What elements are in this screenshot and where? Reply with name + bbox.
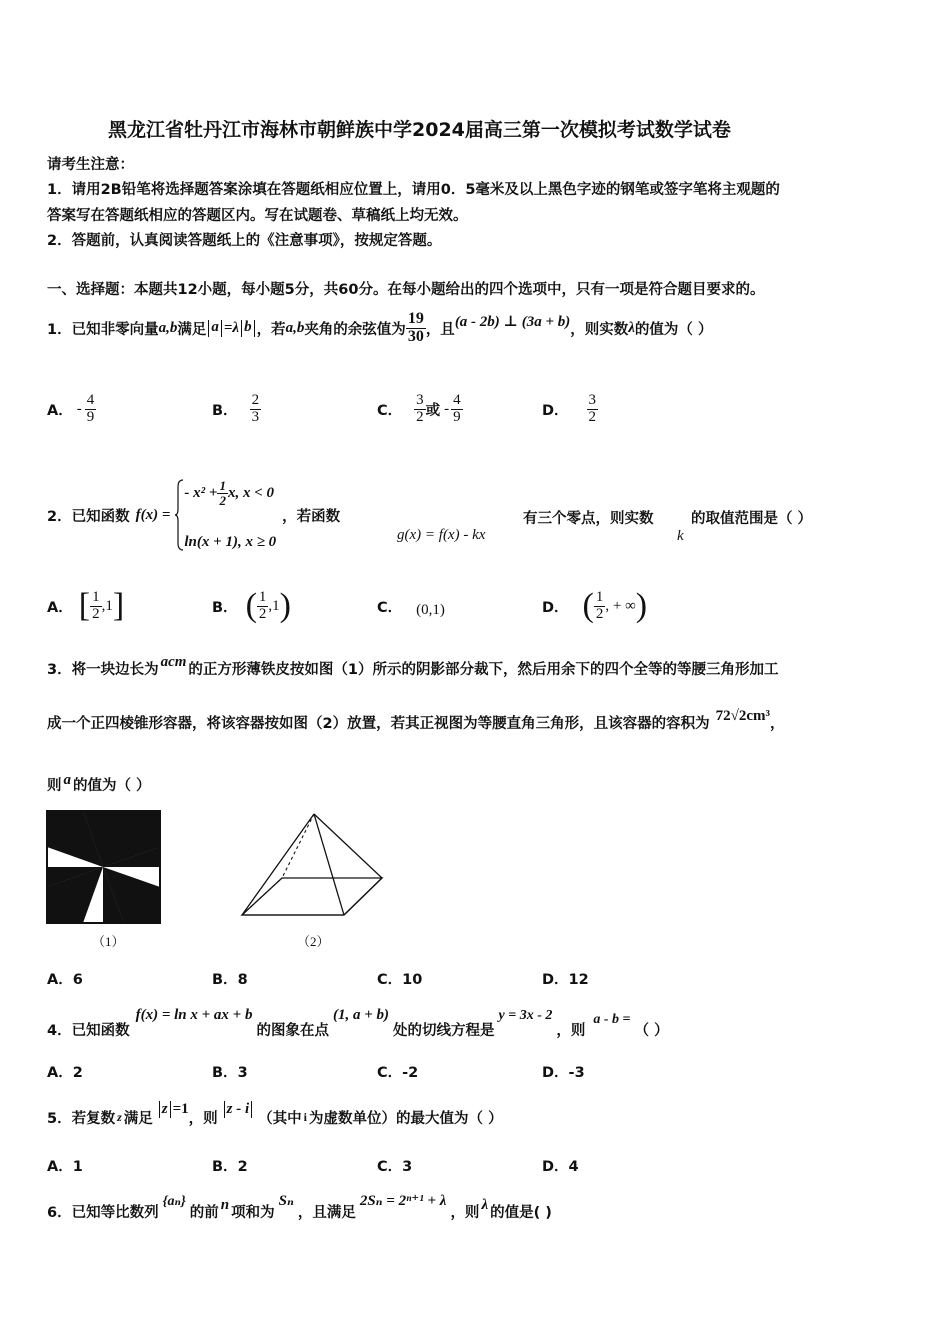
- q1-condition: (a - 2b) ⊥ (3a + b): [454, 313, 571, 330]
- q1-text: 1．已知非零向量: [47, 321, 159, 338]
- q1-text: 的值为（ ）: [634, 321, 713, 338]
- q4-expr: a - b =: [593, 1012, 631, 1027]
- q3-a: a: [63, 772, 71, 788]
- q5-option-a[interactable]: A．1: [47, 1159, 83, 1175]
- q6-lambda: λ: [481, 1197, 489, 1213]
- q2-k: k: [677, 528, 684, 544]
- option-label: A．: [47, 599, 73, 616]
- q1-math: a,b: [158, 319, 178, 336]
- question-5: [47, 1094, 503, 1128]
- q6-text: ，则: [450, 1205, 480, 1221]
- q1-text: 夹角的余弦值为: [304, 321, 406, 338]
- q1-abs-a: a: [206, 319, 224, 336]
- q2-piecewise: - x² + $\frac{1}{2}$ x, x < 0 ln(x + 1), x ≥ 0: [174, 479, 276, 551]
- q4-fx: f(x) = ln x + ax + b: [135, 1007, 253, 1023]
- q4-text: （ ）: [634, 1023, 669, 1039]
- q1-math: a,b: [285, 319, 305, 336]
- q4-point: (1, a + b): [332, 1007, 390, 1023]
- q2-text: 2．已知函数: [47, 508, 130, 525]
- notice-line: 答案写在答题纸相应的答题区内。写在试题卷、草稿纸上均无效。: [47, 208, 468, 224]
- q4-text: 的图象在点: [256, 1023, 329, 1039]
- figure-1-square: [46, 810, 161, 924]
- q1-option-c[interactable]: [377, 386, 463, 432]
- option-bracket: (: [245, 587, 257, 624]
- figure-2-caption: （2）: [297, 934, 330, 949]
- q4-text: ，则: [556, 1023, 586, 1039]
- q6-sequence: {aₙ}: [162, 1194, 186, 1209]
- figure-1-caption: （1）: [92, 934, 125, 949]
- q1-abs-b: b: [239, 319, 257, 336]
- q1-math: =λ: [223, 319, 240, 336]
- q5-abs-z: z: [157, 1101, 173, 1118]
- q3-line3: [47, 774, 151, 795]
- q6-sn: Sₙ: [278, 1193, 294, 1209]
- q3-option-d[interactable]: D．12: [542, 972, 589, 988]
- option-bracket: [: [78, 587, 91, 624]
- q6-n: n: [220, 1197, 230, 1213]
- q1-option-a[interactable]: [47, 386, 96, 432]
- q4-option-b[interactable]: B．3: [212, 1065, 248, 1081]
- q3-text: ，: [769, 716, 785, 732]
- option-bracket: ): [279, 587, 291, 624]
- q6-text: 6．已知等比数列: [47, 1205, 159, 1221]
- option-label: C．: [377, 599, 403, 616]
- q5-z: z: [117, 1110, 122, 1124]
- q6-text: ，且满足: [297, 1205, 356, 1221]
- option-label: B．: [212, 599, 238, 616]
- option-label: A．: [47, 402, 73, 419]
- q1-math: λ: [628, 319, 635, 336]
- option-fraction: $\frac{1}{2}$: [258, 588, 267, 622]
- option-label: B．: [212, 402, 238, 419]
- option-fraction: $\frac{4}{9}$: [86, 391, 95, 425]
- q5-abs-z-i: z - i: [222, 1101, 255, 1118]
- q3-volume: 72√2cm³: [715, 708, 770, 724]
- q1-fraction: $\frac{19}{30}$: [407, 309, 424, 345]
- option-label: D．: [542, 402, 569, 419]
- q3-text: 成一个正四棱锥形容器，将该容器按如图（2）放置，若其正视图为等腰直角三角形，且该容器的容积为: [47, 716, 710, 732]
- q2-gx: g(x) = f(x) - kx: [397, 527, 486, 543]
- option-sign: -: [444, 400, 450, 417]
- q2-text: 的取值范围是（ ）: [691, 511, 813, 527]
- q3-option-b[interactable]: B．8: [212, 972, 248, 988]
- option-sign: -: [76, 400, 82, 417]
- q4-option-a[interactable]: A．2: [47, 1065, 83, 1081]
- q4-option-c[interactable]: C．-2: [377, 1065, 419, 1081]
- q5-text: 满足: [123, 1111, 153, 1127]
- option-text: ,1: [268, 597, 280, 614]
- option-text: , + ∞: [605, 597, 636, 614]
- q3-line2: [47, 708, 785, 733]
- q2-option-c[interactable]: [377, 583, 445, 629]
- q5-option-b[interactable]: B．2: [212, 1159, 248, 1175]
- q6-eq: 2Sₙ = 2ⁿ⁺¹ + λ: [359, 1193, 447, 1209]
- option-bracket: ): [635, 587, 648, 624]
- q3-text: 3．将一块边长为: [47, 662, 159, 678]
- option-fraction: $\frac{3}{2}$: [416, 391, 424, 425]
- q3-text: 则: [47, 778, 62, 794]
- q1-text: ，且: [425, 321, 455, 338]
- q2-fx: f(x) =: [135, 506, 171, 523]
- question-3: [47, 654, 779, 679]
- question-4: [47, 1000, 669, 1040]
- option-fraction: $\frac{2}{3}$: [251, 391, 260, 425]
- q2-option-a[interactable]: [47, 583, 124, 629]
- q6-text: 项和为: [231, 1205, 275, 1221]
- question-2: [47, 472, 340, 558]
- page-title: 黑龙江省牡丹江市海林市朝鲜族中学2024届高三第一次模拟考试数学试卷: [108, 119, 731, 141]
- question-1: [47, 300, 712, 356]
- figure-2-pyramid: [236, 810, 386, 920]
- q5-option-d[interactable]: D．4: [542, 1159, 579, 1175]
- option-or: 或: [425, 402, 441, 419]
- q1-text: ，则实数: [570, 321, 629, 338]
- option-fraction: $\frac{4}{9}$: [453, 391, 461, 425]
- q6-text: 的值是( ): [490, 1205, 552, 1221]
- option-fraction: $\frac{3}{2}$: [588, 391, 597, 425]
- notice-line: 2．答题前，认真阅读答题纸上的《注意事项》，按规定答题。: [47, 233, 442, 249]
- option-fraction: $\frac{1}{2}$: [92, 588, 100, 622]
- option-label: C．: [377, 402, 403, 419]
- q4-option-d[interactable]: D．-3: [542, 1065, 585, 1081]
- q5-text: ，则: [188, 1111, 218, 1127]
- q3-option-a[interactable]: A．6: [47, 972, 83, 988]
- q6-text: 的前: [189, 1205, 219, 1221]
- q5-i: i: [303, 1110, 308, 1124]
- q2-text: 有三个零点，则实数: [523, 511, 654, 527]
- q1-option-d[interactable]: [542, 386, 598, 432]
- option-label: D．: [542, 599, 569, 616]
- option-bracket: (: [582, 587, 594, 624]
- section-heading: 一、选择题：本题共12小题，每小题5分，共60分。在每小题给出的四个选项中，只有一项是符合题目要求的。: [47, 282, 765, 298]
- option-text: (0,1): [416, 601, 445, 618]
- q4-text: 4．已知函数: [47, 1023, 130, 1039]
- notice-heading: 请考生注意：: [47, 157, 134, 173]
- q5-text: 为虚数单位）的最大值为（ ）: [309, 1111, 503, 1127]
- q1-text: 满足: [177, 321, 207, 338]
- q5-option-c[interactable]: C．3: [377, 1159, 413, 1175]
- q3-text: 的正方形薄铁皮按如图（1）所示的阴影部分裁下，然后用余下的四个全等的等腰三角形加工: [188, 662, 779, 678]
- q3-option-c[interactable]: C．10: [377, 972, 423, 988]
- option-bracket: ]: [112, 587, 125, 624]
- q2-option-b[interactable]: [212, 583, 291, 629]
- q5-text: 5．若复数: [47, 1111, 116, 1127]
- question-6: [47, 1186, 552, 1222]
- q4-text: 处的切线方程是: [393, 1023, 495, 1039]
- q2-text: ，若函数: [282, 508, 341, 525]
- option-fraction: $\frac{1}{2}$: [595, 588, 604, 622]
- q5-eq: =1: [172, 1101, 189, 1117]
- q2-option-d[interactable]: [542, 583, 647, 629]
- q3-text: 的值为（ ）: [73, 778, 151, 794]
- notice-line: 1．请用2B铅笔将选择题答案涂填在答题纸相应位置上，请用0．5毫米及以上黑色字迹的钢笔或签字笔将主观题的: [47, 182, 780, 198]
- left-brace-icon: [174, 479, 184, 551]
- option-text: ,1: [101, 597, 113, 614]
- q3-acm: acm: [160, 654, 187, 670]
- q5-text: （其中: [258, 1111, 302, 1127]
- q1-text: ，若: [256, 321, 286, 338]
- q4-tangent: y = 3x - 2: [498, 1008, 553, 1023]
- q1-option-b[interactable]: [212, 386, 261, 432]
